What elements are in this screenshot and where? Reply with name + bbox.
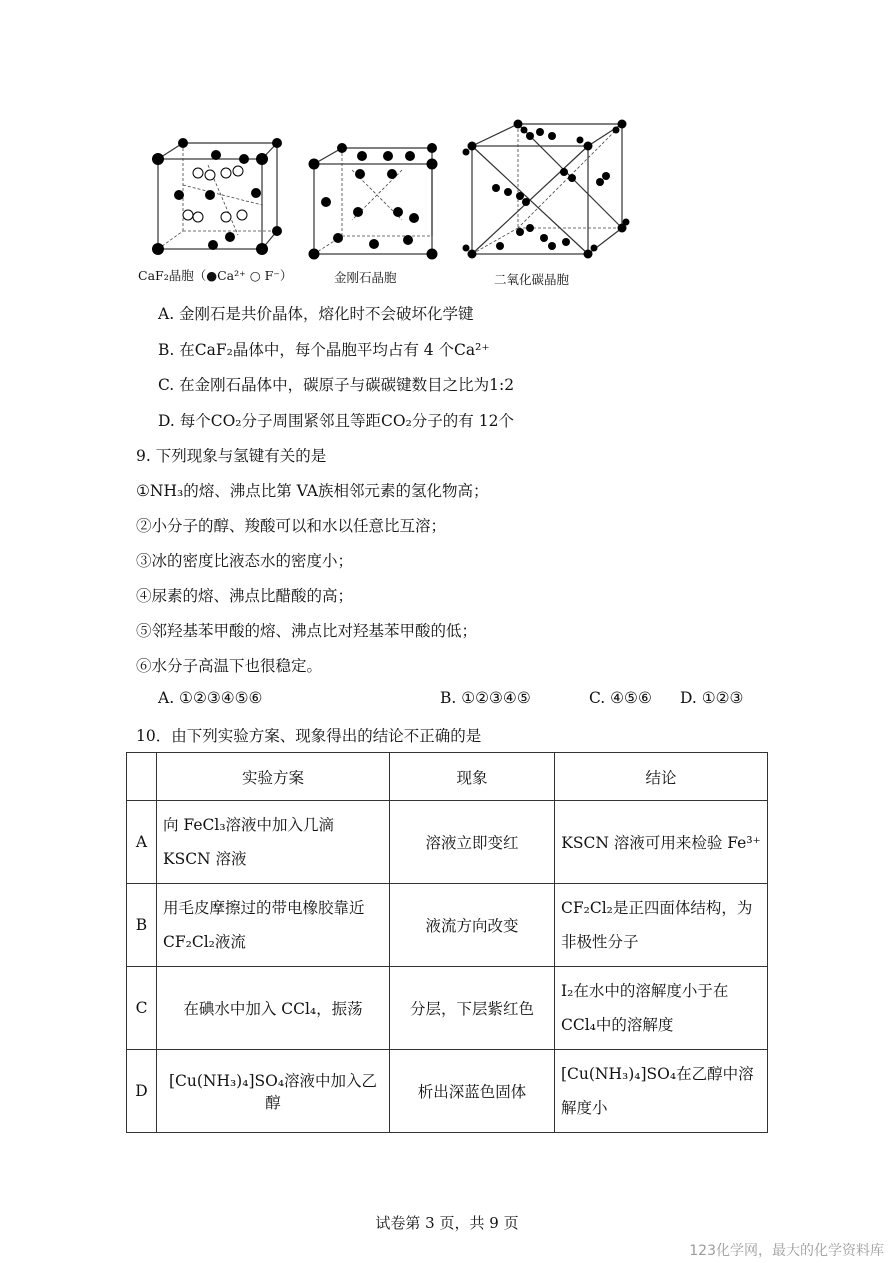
q9-item-2: ②小分子的醇、羧酸可以和水以任意比互溶； xyxy=(136,517,447,535)
phenomenon-cell: 溶液立即变红 xyxy=(390,801,555,884)
phenomenon-cell: 析出深蓝色固体 xyxy=(390,1050,555,1133)
header-cell: 结论 xyxy=(555,753,768,801)
caf2-caption: CaF₂晶胞（●Ca²⁺ ○ F⁻） xyxy=(138,268,293,283)
diamond-caption: 金刚石晶胞 xyxy=(334,270,397,285)
q9-item-1: ①NH₃的熔、沸点比第 VA族相邻元素的氢化物高； xyxy=(136,482,489,500)
plan-cell: 向 FeCl₃溶液中加入几滴 KSCN 溶液 xyxy=(157,801,390,884)
table-row xyxy=(127,967,768,1050)
diamond-unit-cell-figure xyxy=(302,140,442,265)
q8-option-a: A. 金刚石是共价晶体，熔化时不会破坏化学键 xyxy=(158,305,474,323)
phenomenon-cell: 分层，下层紫红色 xyxy=(390,967,555,1050)
header-cell: 实验方案 xyxy=(157,753,390,801)
conclusion-cell: [Cu(NH₃)₄]SO₄在乙醇中溶解度小 xyxy=(555,1050,768,1133)
table-row xyxy=(127,1050,768,1133)
co2-caption: 二氧化碳晶胞 xyxy=(494,272,570,287)
q8-option-b: B. 在CaF₂晶体中，每个晶胞平均占有 4 个Ca²⁺ xyxy=(158,341,490,359)
watermark: 123化学网，最大的化学资料库 xyxy=(689,1243,884,1259)
q9-option-b: B. ①②③④⑤ xyxy=(440,689,531,707)
phenomenon-cell: 液流方向改变 xyxy=(390,884,555,967)
q9-option-a: A. ①②③④⑤⑥ xyxy=(158,689,263,707)
plan-cell: 用毛皮摩擦过的带电橡胶靠近 CF₂Cl₂液流 xyxy=(157,884,390,967)
q9-option-c: C. ④⑤⑥ xyxy=(589,689,652,707)
header-cell: 现象 xyxy=(390,753,555,801)
page-footer: 试卷第 3 页，共 9 页 xyxy=(375,1214,519,1232)
header-cell xyxy=(127,753,157,801)
table-header-row xyxy=(127,753,768,801)
co2-unit-cell-figure xyxy=(460,116,632,266)
q9-item-4: ④尿素的熔、沸点比醋酸的高； xyxy=(136,587,354,605)
row-label: B xyxy=(127,884,157,967)
row-label: D xyxy=(127,1050,157,1133)
q10-table xyxy=(126,752,768,1133)
table-row xyxy=(127,801,768,884)
plan-cell: [Cu(NH₃)₄]SO₄溶液中加入乙醇 xyxy=(157,1050,390,1133)
q8-option-d: D. 每个CO₂分子周围紧邻且等距CO₂分子的有 12个 xyxy=(158,412,514,430)
q9-item-5: ⑤邻羟基苯甲酸的熔、沸点比对羟基苯甲酸的低； xyxy=(136,622,478,640)
conclusion-cell: I₂在水中的溶解度小于在 CCl₄中的溶解度 xyxy=(555,967,768,1050)
q9-item-6: ⑥水分子高温下也很稳定。 xyxy=(136,657,323,675)
q9-item-3: ③冰的密度比液态水的密度小； xyxy=(136,552,354,570)
q8-option-c: C. 在金刚石晶体中，碳原子与碳碳键数目之比为1:2 xyxy=(158,376,515,394)
plan-cell: 在碘水中加入 CCl₄，振荡 xyxy=(157,967,390,1050)
row-label: C xyxy=(127,967,157,1050)
table-row xyxy=(127,884,768,967)
caf2-unit-cell-figure xyxy=(148,135,288,260)
row-label: A xyxy=(127,801,157,884)
q10-stem: 10．由下列实验方案、现象得出的结论不正确的是 xyxy=(136,727,482,745)
conclusion-cell: CF₂Cl₂是正四面体结构，为非极性分子 xyxy=(555,884,768,967)
q9-option-d: D. ①②③ xyxy=(680,689,744,707)
conclusion-cell: KSCN 溶液可用来检验 Fe³⁺ xyxy=(555,801,768,884)
q9-stem: 9. 下列现象与氢键有关的是 xyxy=(136,447,327,465)
